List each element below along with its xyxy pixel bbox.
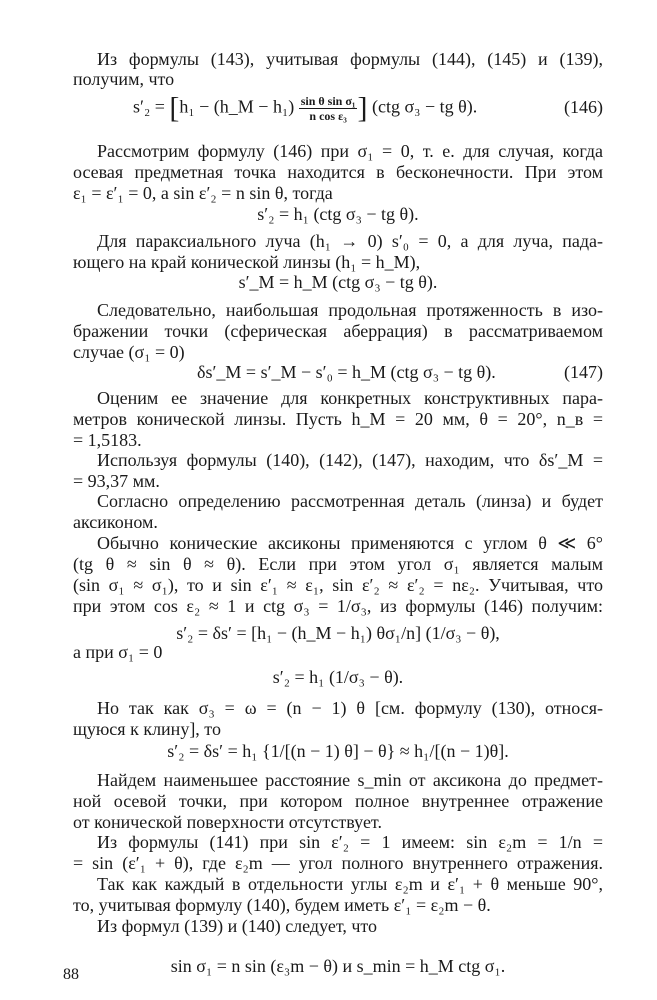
text-line: бражении точки (сферическая аберрация) в рассматриваемом — [73, 321, 603, 341]
text-line: Рассмотрим формулу (146) при σ₁ = 0, т. е. для случая, когда — [97, 141, 603, 161]
text-line: получим, что — [73, 69, 175, 89]
eq146-frac-num: sin θ sin σ₁ — [300, 94, 356, 108]
text-line: = sin (ε′₁ + θ), где ε₂m — угол полного внутреннего отражения. — [73, 853, 603, 873]
text-line: а при σ₁ = 0 — [73, 642, 163, 662]
text-line: Из формулы (143), учитывая формулы (144), (145) и (139), — [97, 49, 603, 69]
text-line: Согласно определению рассмотренная деталь (линза) и будет — [97, 491, 603, 511]
eq146-frac-den: n cos ε₃ — [309, 109, 347, 123]
text-line: Найдем наименьшее расстояние s_min от аксикона до предмет- — [97, 770, 603, 790]
text-line: метров конической линзы. Пусть h_M = 20 мм, θ = 20°, n_в = — [73, 409, 603, 429]
text-line: Для параксиального луча (h₁ → 0) s′₀ = 0, а для луча, пада- — [97, 231, 603, 251]
text-line: аксиконом. — [73, 512, 158, 532]
equation-number-146: (146) — [564, 97, 603, 117]
equation-147: δs′_M = s′_M − s′₀ = h_M (ctg σ₃ − tg θ). — [197, 362, 496, 382]
text-line: при этом cos ε₂ ≈ 1 и ctg σ₃ = 1/σ₃, из формулы (146) получим: — [73, 596, 603, 616]
equation-f: sin σ₁ = n sin (ε₃m − θ) и s_min = h_M ctg σ₁. — [170, 956, 506, 976]
text-line: (sin σ₁ ≈ σ₁), то и sin ε′₁ ≈ ε₁, sin ε′₂ ≈ ε′₂ = nε₂. Учитывая, что — [73, 575, 603, 595]
text-line: ной осевой точки, при котором полное внутреннее отражение — [73, 791, 603, 811]
equation-b: s′_M = h_M (ctg σ₃ − tg θ). — [238, 272, 438, 292]
page-number: 88 — [63, 966, 79, 983]
text-line: ющего на край конической линзы (h₁ = h_M), — [73, 252, 421, 272]
equation-146 — [133, 91, 478, 125]
equation-c: s′₂ = δs′ = [h₁ − (h_M − h₁) θσ₁/n] (1/σ₃ − θ), — [176, 623, 500, 643]
equation-number-147: (147) — [564, 362, 603, 382]
text-line: случае (σ₁ = 0) — [73, 342, 185, 362]
text-line: Так как каждый в отдельности углы ε₂m и ε′₁ + θ меньше 90°, — [97, 874, 603, 894]
text-line: Из формул (139) и (140) следует, что — [97, 916, 378, 936]
text-line: ε₁ = ε′₁ = 0, а sin ε′₂ = n sin θ, тогда — [73, 183, 333, 203]
text-line: Но так как σ₃ = ω = (n − 1) θ [см. формулу (130), относя- — [97, 698, 603, 718]
eq146-left: s′₂ = — [133, 96, 170, 117]
eq146-inner: h₁ − (h_M − h₁) — [179, 96, 295, 117]
text-line: то, учитывая формулу (140), будем иметь ε′₁ = ε₂m − θ. — [73, 895, 491, 915]
eq146-bracket-open: [ — [169, 91, 180, 125]
text-line: (tg θ ≈ sin θ ≈ θ). Если при этом угол σ₁ является малым — [73, 554, 603, 574]
text-line: от конической поверхности отсутствует. — [73, 812, 382, 832]
text-line: = 93,37 мм. — [73, 471, 160, 491]
text-line: Обычно конические аксиконы применяются с углом θ ≪ 6° — [97, 533, 603, 553]
text-line: осевая предметная точка находится в бесконечности. При этом — [73, 162, 603, 182]
eq146-right: (ctg σ₃ − tg θ). — [371, 96, 478, 117]
eq146-bracket-close: ] — [357, 91, 368, 125]
text-line: щуюся к клину], то — [73, 719, 221, 739]
text-line: Из формулы (141) при sin ε′₂ = 1 имеем: sin ε₂m = 1/n = — [97, 832, 603, 852]
text-line: = 1,5183. — [73, 430, 142, 450]
text-line: Используя формулы (140), (142), (147), находим, что δs′_M = — [97, 450, 603, 470]
equation-d: s′₂ = h₁ (1/σ₃ − θ). — [272, 667, 404, 687]
text-line: Следовательно, наибольшая продольная протяженность в изо- — [97, 300, 603, 320]
equation-a: s′₂ = h₁ (ctg σ₃ − tg θ). — [257, 204, 419, 224]
eq146-fraction — [299, 94, 358, 123]
text-line: Оценим ее значение для конкретных конструктивных пара- — [97, 388, 603, 408]
equation-e: s′₂ = δs′ = h₁ {1/[(n − 1) θ] − θ} ≈ h₁/[(n − 1)θ]. — [167, 741, 509, 761]
